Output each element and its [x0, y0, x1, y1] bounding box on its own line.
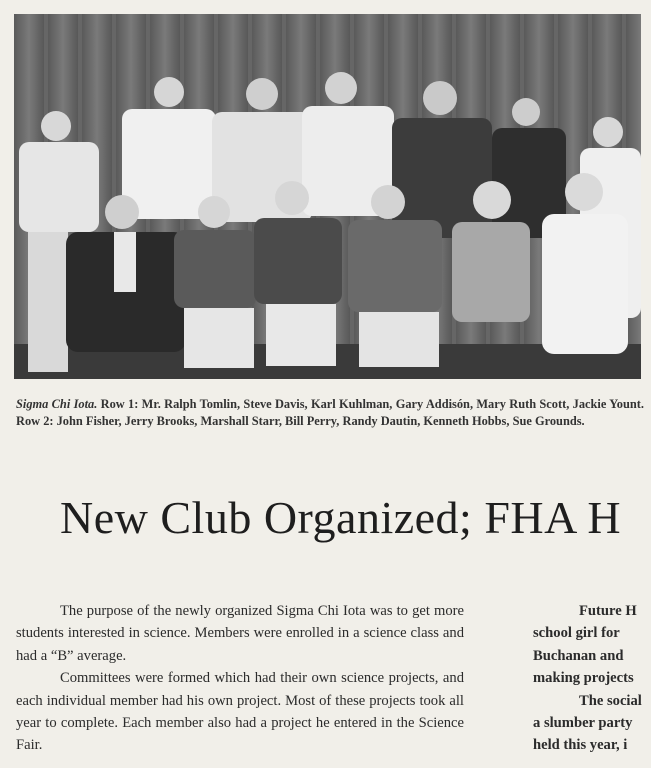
photo-caption	[16, 396, 644, 429]
side-line: a slumber party	[533, 714, 633, 731]
caption-names: Row 1: Mr. Ralph Tomlin, Steve Davis, Karl Kuhlman, Gary Addisón, Mary Ruth Scott, Jackie Yount. Row 2: John Fisher, Jerry Brooks, Marshall Starr, Bill Perry, Randy Dautin, Kenneth Hobbs, Sue Grounds.	[16, 397, 644, 428]
side-line: Buchanan and	[533, 647, 624, 664]
article-column	[16, 600, 464, 757]
side-line: making projects	[533, 670, 634, 687]
side-line: Future H	[579, 603, 637, 619]
side-line: held this year, i	[533, 737, 628, 754]
page-headline: New Club Organized; FHA H	[60, 492, 622, 543]
side-line: The social	[579, 692, 642, 709]
caption-club-name: Sigma Chi Iota.	[16, 397, 98, 411]
group-photo	[14, 14, 641, 379]
side-article-column	[533, 600, 651, 757]
side-line: school girl for	[533, 625, 620, 642]
article-paragraph: The purpose of the newly organized Sigma Chi Iota was to get more students interested in science. Members were enrolled in a science class and had a “B” average.	[16, 603, 464, 664]
article-paragraph: Committees were formed which had their own science projects, and each individual member had his own project. Most of these projects took all year to complete. Each member also had a project he entered in the Science Fair.	[16, 670, 464, 754]
group-photo-image	[14, 14, 641, 379]
